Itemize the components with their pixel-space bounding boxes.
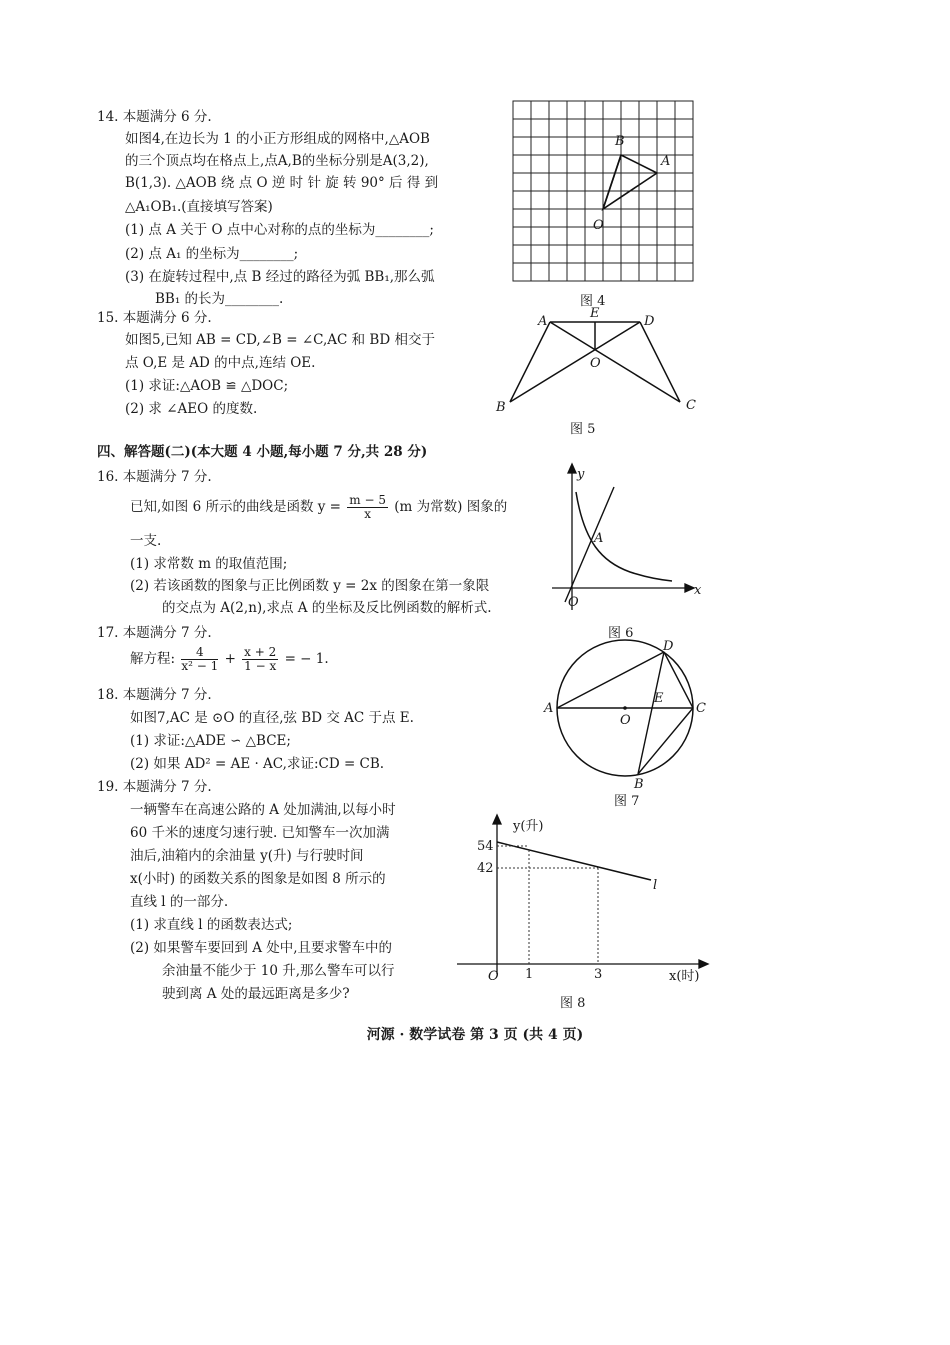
label-e: E [654, 691, 664, 706]
figure-7 [540, 636, 710, 790]
label-o: O [590, 356, 601, 371]
q19-part2: (2) 如果警车要回到 A 处中,且要求警车中的 [130, 940, 393, 956]
label-a: A [538, 314, 548, 329]
x-tick-1: 1 [525, 967, 534, 982]
figure-5-caption: 图 5 [570, 422, 596, 437]
q14-part3-cont: BB₁ 的长为________. [155, 291, 284, 307]
label-c: C [696, 701, 706, 716]
label-d: D [644, 314, 655, 329]
q19-line: x(小时) 的函数关系的图象是如图 8 所示的 [130, 871, 386, 887]
q19-line: 直线 l 的一部分. [130, 894, 229, 910]
q17-header: 17. 本题满分 7 分. [97, 625, 212, 641]
page-footer: 河源 · 数学试卷 第 3 页 (共 4 页) [366, 1027, 584, 1043]
chord-dc [664, 652, 693, 708]
q14-part1: (1) 点 A 关于 O 点中心对称的点的坐标为________; [125, 222, 434, 238]
y-axis-arrow [493, 815, 501, 824]
q19-part1: (1) 求直线 l 的函数表达式; [130, 917, 293, 933]
y-axis-arrow [568, 464, 576, 473]
section-4-title: 四、解答题(二)(本大题 4 小题,每小题 7 分,共 28 分) [97, 444, 428, 460]
center-point [623, 706, 627, 710]
label-d: D [663, 639, 674, 654]
q16-line1-post: (m 为常数) 图象的 [394, 499, 508, 515]
label-b: B [634, 777, 644, 790]
label-o: O [488, 969, 499, 984]
fraction-denominator: 1 − x [244, 659, 277, 673]
q18-line: 如图7,AC 是 ⊙O 的直径,弦 BD 交 AC 于点 E. [130, 710, 414, 726]
grid-lines [513, 101, 693, 281]
label-a: A [544, 701, 554, 716]
label-c: C [686, 398, 696, 413]
fraction-denominator: x² − 1 [181, 659, 219, 673]
fraction-numerator: m − 5 [349, 493, 386, 507]
q14-line: B(1,3). △AOB 绕 点 O 逆 时 针 旋 转 90° 后 得 到 [125, 175, 439, 191]
label-o: O [593, 218, 604, 233]
q17-prefix: 解方程: [130, 651, 176, 667]
q17-suffix: = − 1. [284, 651, 329, 667]
q18-header: 18. 本题满分 7 分. [97, 687, 212, 703]
label-a: A [594, 531, 604, 546]
q19-line: 油后,油箱内的余油量 y(升) 与行驶时间 [130, 848, 364, 864]
figure-5 [490, 305, 710, 420]
label-l: l [653, 878, 658, 893]
figure-6-caption: 图 6 [608, 626, 634, 641]
q14-part2: (2) 点 A₁ 的坐标为________; [125, 246, 299, 262]
label-x: x [694, 583, 702, 598]
q17-fraction-2 [242, 646, 278, 673]
figure-8-caption: 图 8 [560, 996, 586, 1011]
q17-plus: + [224, 651, 236, 667]
fraction-numerator: x + 2 [244, 645, 277, 659]
q16-header: 16. 本题满分 7 分. [97, 469, 212, 485]
q16-part2: (2) 若该函数的图象与正比例函数 y = 2x 的图象在第一象限 [130, 578, 490, 594]
q18-part2: (2) 如果 AD² = AE · AC,求证:CD = CB. [130, 756, 385, 772]
figure-6 [550, 462, 710, 622]
q19-part2-cont: 驶到离 A 处的最远距离是多少? [162, 986, 350, 1002]
label-b: B [615, 134, 625, 149]
y-axis-label: y(升) [513, 819, 544, 834]
q19-line: 一辆警车在高速公路的 A 处加满油,以每小时 [130, 802, 396, 818]
q14-line: △A₁OB₁.(直接填写答案) [125, 199, 273, 215]
q14-header: 14. 本题满分 6 分. [97, 109, 212, 125]
q16-line: 一支. [130, 533, 162, 549]
q14-line: 的三个顶点均在格点上,点A,B的坐标分别是A(3,2), [125, 153, 429, 169]
chord-db [638, 652, 664, 774]
q16-line1-pre: 已知,如图 6 所示的曲线是函数 y = [130, 499, 341, 515]
q15-part2: (2) 求 ∠AEO 的度数. [125, 401, 258, 417]
label-o: O [568, 595, 579, 610]
q19-header: 19. 本题满分 7 分. [97, 779, 212, 795]
q14-line: 如图4,在边长为 1 的小正方形组成的网格中,△AOB [125, 131, 430, 147]
hyperbola-curve [576, 492, 672, 581]
x-axis-arrow [685, 584, 694, 592]
label-a: A [661, 154, 671, 169]
y-tick-42: 42 [477, 861, 494, 876]
y-tick-54: 54 [477, 839, 494, 854]
chord-ad [557, 652, 664, 708]
q17-equation [130, 646, 329, 673]
q16-part1: (1) 求常数 m 的取值范围; [130, 556, 288, 572]
segment-ob [603, 155, 621, 209]
figure-7-caption: 图 7 [614, 794, 640, 809]
label-e: E [590, 306, 600, 321]
figure-4-caption: 图 4 [580, 294, 606, 309]
triangle-aob [603, 155, 657, 209]
q14-part3: (3) 在旋转过程中,点 B 经过的路径为弧 BB₁,那么弧 [125, 269, 435, 285]
q15-line: 如图5,已知 AB = CD,∠B = ∠C,AC 和 BD 相交于 [125, 332, 435, 348]
x-axis-arrow [699, 960, 708, 968]
q16-fraction [347, 494, 388, 521]
q15-line: 点 O,E 是 AD 的中点,连结 OE. [125, 355, 316, 371]
q18-part1: (1) 求证:△ADE ∽ △BCE; [130, 733, 291, 749]
q19-part2-cont: 余油量不能少于 10 升,那么警车可以行 [162, 963, 395, 979]
x-tick-3: 3 [594, 967, 603, 982]
q15-part1: (1) 求证:△AOB ≌ △DOC; [125, 378, 289, 394]
q16-line1 [130, 494, 507, 521]
figure-8-graph [455, 812, 720, 987]
figure-4-grid [505, 95, 705, 295]
q19-line: 60 千米的速度匀速行驶. 已知警车一次加满 [130, 825, 390, 841]
label-o: O [620, 713, 631, 728]
x-axis-label: x(时) [669, 969, 700, 984]
q16-part2-cont: 的交点为 A(2,n),求点 A 的坐标及反比例函数的解析式. [162, 600, 492, 616]
fraction-numerator: 4 [181, 646, 218, 660]
q15-header: 15. 本题满分 6 分. [97, 310, 212, 326]
line-l [497, 842, 651, 880]
q17-fraction-1 [181, 646, 218, 673]
label-b: B [496, 400, 506, 415]
fraction-denominator: x [364, 507, 372, 521]
label-y: y [577, 467, 585, 482]
